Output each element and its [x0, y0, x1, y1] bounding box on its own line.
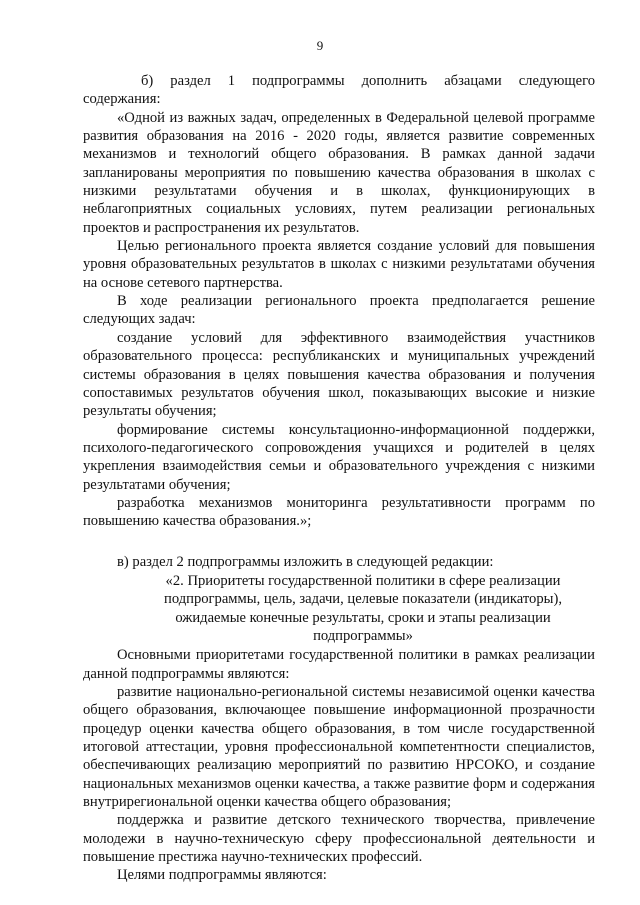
paragraph-gap	[83, 531, 595, 553]
paragraph-task-3: разработка механизмов мониторинга результативности программ по повышению качества образования.»;	[83, 494, 595, 530]
section-heading-text: «2. Приоритеты государственной политики в сфере реализации подпрограммы, цель, задачи, целевые показатели (индикаторы), ожидаемые конечные результаты, сроки и этапы реализации подпрограммы»	[164, 572, 562, 644]
paragraph-tasks-intro: В ходе реализации регионального проекта предполагается решение следующих задач:	[83, 293, 595, 328]
document-body	[83, 72, 595, 885]
paragraph-b-intro: б) раздел 1 подпрограммы дополнить абзацами следующего содержания:	[83, 73, 595, 108]
paragraph-project-goal: Целью регионального проекта является создание условий для повышения уровня образовательных результатов в школах с низкими результатами обучения на основе сетевого партнерства.	[83, 238, 595, 291]
paragraph-task-2: формирование системы консультационно-информационной поддержки, психолого-педагогического сопровождения учащихся и родителей в целях укрепления взаимодействия семьи и образовательного учреждения с низкими результатами обучения;	[83, 421, 595, 493]
paragraph-priority-2: поддержка и развитие детского технического творчества, привлечение молодежи в научно-техническую сферу профессиональной деятельности и повышение престижа научно-технических профессий.	[83, 812, 595, 866]
paragraph-goals-intro: Целями подпрограммы являются:	[117, 867, 327, 884]
section-heading	[83, 572, 595, 645]
paragraph-priorities-intro: Основными приоритетами государственной политики в рамках реализации данной подпрограммы являются:	[83, 647, 595, 682]
paragraph-task-1: создание условий для эффективного взаимодействия участников образовательного процесса: республиканских и муниципальных учреждений системы образования в целях повышения качества образования и получения сопоставимых результатов обучения школ, показывающих высокие и низкие результаты обучения;	[83, 329, 595, 420]
paragraph-quote-start: «Одной из важных задач, определенных в Федеральной целевой программе развития образования на 2016 - 2020 годы, является развитие современных механизмов и технологий общего образования. В рамках данной задачи запланированы мероприятия по повышению качества образования в школах с низкими результатами обучения и в школах, функционирующих в неблагоприятных социальных условиях, путем реализации региональных проектов и распространения их результатов.	[83, 109, 595, 236]
page-number: 9	[316, 38, 324, 53]
paragraph-v-intro: в) раздел 2 подпрограммы изложить в следующей редакции:	[117, 553, 494, 570]
paragraph-priority-1: развитие национально-региональной системы независимой оценки качества общего образования, включающее повышение информационной прозрачности процедур оценки качества общего образования, в том числе государственной итоговой аттестации, уровня профессиональной компетентности специалистов, обеспечивающих реализацию мероприятий по развитию НРСОКО, и создание национальных механизмов оценки качества, а также развитие форм и содержания внутрирегиональной оценки качества общего образования;	[83, 684, 595, 811]
